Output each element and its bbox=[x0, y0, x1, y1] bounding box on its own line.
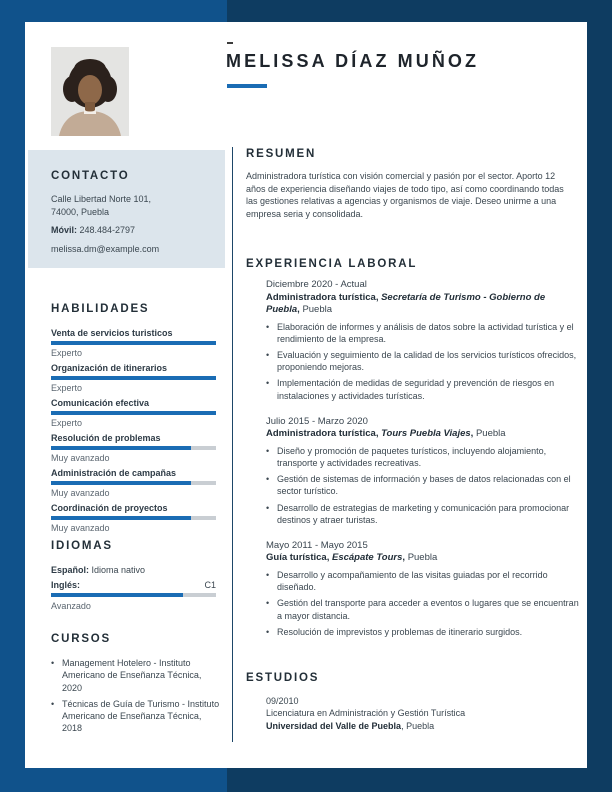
skill-level: Muy avanzado bbox=[51, 453, 110, 463]
job-bullet: • Desarrollo y acompañamiento de las visitas guiadas por el recorrido diseñado. bbox=[266, 569, 548, 593]
skill-item bbox=[51, 328, 216, 358]
job-bullet: • Implementación de medidas de seguridad y prevención de riesgos en instalaciones y actividades turísticas. bbox=[266, 378, 555, 401]
skill-label: Comunicación efectiva bbox=[51, 398, 150, 408]
decorative-tick bbox=[227, 42, 233, 44]
skill-label: Coordinación de proyectos bbox=[51, 503, 168, 513]
skill-bar-track bbox=[51, 376, 216, 380]
skill-item bbox=[51, 503, 216, 533]
job-bullet: • Diseño y promoción de paquetes turísticos, incluyendo alojamiento, transporte y actividades recreativas. bbox=[266, 445, 547, 468]
address-line-2: 74000, Puebla bbox=[51, 206, 110, 217]
skill-item bbox=[51, 398, 216, 428]
job-separator-2: , bbox=[402, 552, 408, 564]
skill-item bbox=[51, 363, 216, 393]
skill-bar-track bbox=[51, 446, 216, 450]
skill-bar-track bbox=[51, 411, 216, 415]
job-company: Tours Puebla Viajes bbox=[381, 428, 471, 440]
skill-bar-fill bbox=[51, 341, 216, 345]
native-language-line bbox=[51, 564, 216, 576]
job-bullet: • Evaluación y seguimiento de la calidad de los servicios turísticos ofrecidos, proponiendo mejoras. bbox=[266, 349, 577, 373]
education-location: , Puebla bbox=[401, 720, 435, 731]
education-heading: ESTUDIOS bbox=[246, 672, 320, 684]
job-separator-1: , bbox=[375, 291, 382, 303]
education-degree: Licenciatura en Administración y Gestión Turística bbox=[266, 708, 466, 719]
skill-level: Experto bbox=[51, 383, 83, 393]
skill-item bbox=[51, 433, 216, 463]
contact-email: melissa.dm@example.com bbox=[51, 244, 160, 254]
page-title: MELISSA DÍAZ MUÑOZ bbox=[226, 51, 480, 71]
native-language-value: Idioma nativo bbox=[91, 565, 146, 575]
job-location: Puebla bbox=[475, 428, 506, 440]
courses-heading: CURSOS bbox=[51, 633, 112, 645]
frame-right-bar bbox=[587, 22, 612, 768]
frame-bottom-right-band bbox=[227, 768, 612, 792]
job-bullets bbox=[266, 445, 580, 526]
second-language-level: Avanzado bbox=[51, 601, 91, 611]
skill-label: Resolución de problemas bbox=[51, 433, 161, 443]
education-school-line bbox=[266, 720, 580, 732]
job-separator-1: , bbox=[375, 428, 382, 440]
summary-text: Administradora turística con visión comercial y pasión por el sector. Aporto 12 años de experiencia diseñando viajes de todo tipo, así como coordinando todas las gestiones relativas a agencias y organismos de viaje. Deseo unirme a una empresa seria y consolidada. bbox=[246, 171, 564, 219]
skill-bar-fill bbox=[51, 376, 216, 380]
profile-photo-illustration bbox=[51, 47, 129, 136]
frame-left-bar bbox=[0, 22, 25, 768]
job-role: Guía turística bbox=[266, 552, 327, 564]
second-language-line bbox=[51, 579, 216, 591]
profile-photo bbox=[51, 47, 129, 136]
phone-label: Móvil: bbox=[51, 225, 77, 235]
skill-item bbox=[51, 468, 216, 498]
job-bullets bbox=[266, 569, 580, 638]
job-dates: Mayo 2011 - Mayo 2015 bbox=[266, 539, 368, 551]
skill-bar-fill bbox=[51, 516, 191, 520]
skill-level: Experto bbox=[51, 418, 83, 428]
bullet-icon: • bbox=[266, 378, 270, 389]
languages-heading: IDIOMAS bbox=[51, 540, 113, 552]
address-line-1: Calle Libertad Norte 101, bbox=[51, 194, 152, 204]
job-dates: Diciembre 2020 - Actual bbox=[266, 279, 367, 290]
job-role: Administradora turística bbox=[266, 428, 376, 440]
language-bar-fill bbox=[51, 593, 183, 597]
skill-label: Organización de itinerarios bbox=[51, 363, 168, 373]
contact-section bbox=[28, 150, 225, 268]
courses-list bbox=[51, 657, 223, 735]
job-role: Administradora turística bbox=[266, 291, 376, 303]
job-title bbox=[266, 428, 580, 441]
skills-list bbox=[51, 328, 216, 533]
job-dates: Julio 2015 - Marzo 2020 bbox=[266, 415, 368, 427]
skill-level: Muy avanzado bbox=[51, 523, 110, 533]
job-entry bbox=[266, 416, 580, 526]
summary-heading: RESUMEN bbox=[246, 148, 317, 160]
native-language-label: Español: bbox=[51, 565, 90, 575]
job-bullets bbox=[266, 321, 580, 402]
skill-bar-track bbox=[51, 516, 216, 520]
languages-section bbox=[51, 540, 216, 611]
job-bullet: • Gestión del transporte para acceder a eventos o lugares que se encuentran a mayor distancia. bbox=[266, 598, 579, 621]
job-bullet: • Gestión de sistemas de información y bases de datos relacionadas con el sector turístico. bbox=[266, 474, 571, 497]
course-item: • Management Hotelero - Instituto Americano de Enseñanza Técnica, 2020 bbox=[51, 658, 202, 693]
contact-phone bbox=[51, 224, 215, 236]
frame-top-right-band bbox=[227, 0, 612, 22]
skill-label: Administración de campañas bbox=[51, 468, 177, 478]
skill-label: Venta de servicios turisticos bbox=[51, 328, 173, 338]
job-entry bbox=[266, 540, 580, 638]
language-bar-track bbox=[51, 593, 216, 597]
contact-heading: CONTACTO bbox=[51, 170, 130, 182]
bullet-icon: • bbox=[51, 698, 55, 709]
experience-section bbox=[246, 258, 580, 652]
title-underline-accent bbox=[227, 84, 267, 88]
education-school: Universidad del Valle de Puebla bbox=[266, 720, 402, 731]
phone-value: 248.484-2797 bbox=[79, 225, 136, 235]
bullet-icon: • bbox=[266, 502, 270, 513]
education-entry bbox=[246, 695, 580, 732]
experience-heading: EXPERIENCIA LABORAL bbox=[246, 258, 418, 270]
job-separator-2: , bbox=[470, 428, 476, 440]
job-entry bbox=[266, 279, 580, 402]
skill-bar-track bbox=[51, 341, 216, 345]
job-location: Puebla bbox=[407, 552, 438, 564]
summary-section bbox=[246, 148, 577, 220]
bullet-icon: • bbox=[266, 569, 270, 580]
skill-level: Muy avanzado bbox=[51, 488, 110, 498]
bullet-icon: • bbox=[266, 445, 270, 456]
bullet-icon: • bbox=[266, 598, 270, 609]
job-company: Secretaría de Turismo - Gobierno de Puebla bbox=[266, 291, 546, 315]
jobs-list bbox=[246, 279, 580, 638]
bullet-icon: • bbox=[266, 626, 270, 637]
skill-bar-fill bbox=[51, 411, 216, 415]
skill-bar-fill bbox=[51, 481, 191, 485]
job-title bbox=[266, 552, 580, 565]
job-title bbox=[266, 292, 580, 317]
second-language-cefr: C1 bbox=[204, 580, 216, 590]
courses-section bbox=[51, 633, 223, 739]
bullet-icon: • bbox=[266, 474, 270, 485]
bullet-icon: • bbox=[266, 349, 270, 360]
job-bullet: • Elaboración de informes y análisis de datos sobre la actividad turística y el rendimiento de la empresa. bbox=[266, 321, 574, 344]
bullet-icon: • bbox=[266, 321, 270, 332]
skill-level: Experto bbox=[51, 348, 83, 358]
skills-heading: HABILIDADES bbox=[51, 303, 150, 315]
second-language-label: Inglés: bbox=[51, 580, 81, 590]
job-separator-2: , bbox=[297, 304, 303, 315]
skill-bar-track bbox=[51, 481, 216, 485]
bullet-icon: • bbox=[51, 658, 55, 668]
job-bullet: • Resolución de imprevistos y problemas de itinerario surgidos. bbox=[266, 626, 523, 637]
frame-top-left-band bbox=[0, 0, 227, 22]
job-location: Puebla bbox=[302, 304, 333, 315]
contact-address bbox=[51, 193, 215, 218]
skill-bar-fill bbox=[51, 446, 191, 450]
frame-bottom-left-band bbox=[0, 768, 227, 792]
course-item: • Técnicas de Guía de Turismo - Instituto Americano de Enseñanza Técnica, 2018 bbox=[51, 698, 220, 734]
education-section bbox=[246, 672, 580, 732]
job-separator-1: , bbox=[326, 552, 332, 564]
skills-section bbox=[51, 303, 216, 538]
education-date: 09/2010 bbox=[266, 696, 299, 706]
job-bullet: • Desarrollo de estrategias de marketing y comunicación para promocionar destinos y atraer turistas. bbox=[266, 502, 570, 525]
column-divider bbox=[232, 147, 233, 742]
job-company: Escápate Tours bbox=[332, 552, 403, 564]
